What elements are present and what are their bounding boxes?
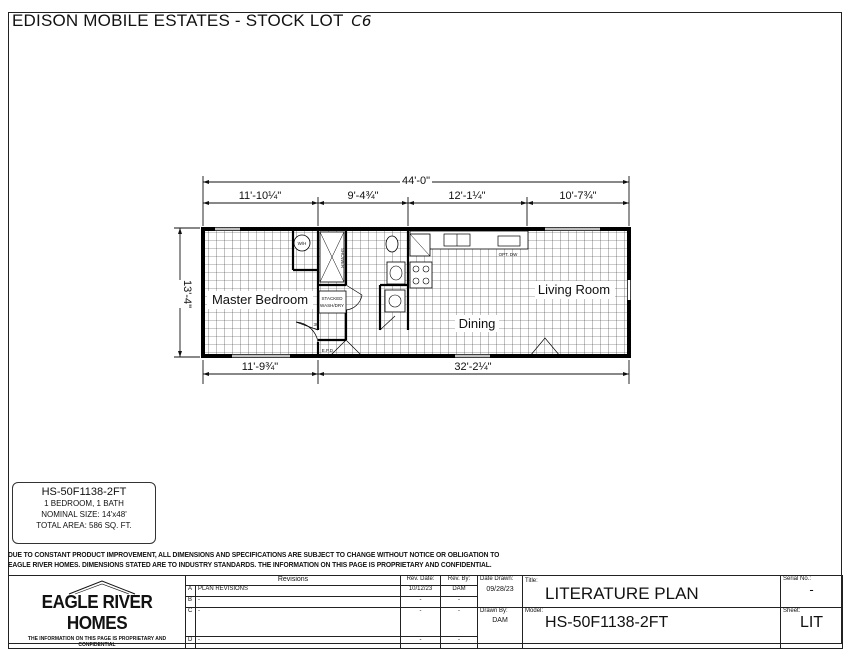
disclaimer-line-1: DUE TO CONSTANT PRODUCT IMPROVEMENT, ALL DIMENSIONS AND SPECIFICATIONS ARE SUBJECT TO CHANGE WITHOUT NOTICE OR OBLIGATION TO: [8, 550, 500, 559]
plan-info-box: [12, 482, 156, 544]
date-drawn-label: Date Drawn:: [480, 576, 514, 582]
rev-by-b: -: [441, 597, 478, 608]
rev-date-a: 10/12/23: [401, 586, 441, 597]
company-logo: [9, 576, 186, 649]
stacked-label: STACKED: [321, 296, 343, 301]
dining-label: Dining: [458, 316, 496, 331]
info-nominal-size: NOMINAL SIZE: 14'x48': [41, 510, 127, 519]
title-label: Title:: [525, 578, 538, 584]
rev-letter-c: C: [186, 608, 196, 637]
water-heater-label: W/H: [297, 241, 307, 246]
rev-by-a: DAM: [441, 586, 478, 597]
drawn-by-cell: [478, 608, 523, 649]
furnace-icon: [385, 290, 405, 312]
washdry-label: WASH/DRY: [319, 303, 345, 308]
overall-width-dim: 44'-0": [401, 175, 431, 187]
sheet-value: LIT: [799, 614, 824, 631]
info-total-area: TOTAL AREA: 586 SQ. FT.: [36, 521, 132, 530]
living-room-label: Living Room: [537, 282, 611, 297]
rev-by-d: -: [441, 636, 478, 649]
disclaimer-line-2: EAGLE RIVER HOMES. DIMENSIONS STATED ARE TO INDUSTRY STANDARDS. THE INFORMATION ON THIS PAGE IS PROPRIETARY AND CONFIDENTIAL.: [8, 560, 492, 569]
rev-date-header: Rev. Date:: [401, 576, 441, 586]
logo-tagline: THE INFORMATION ON THIS PAGE IS PROPRIETARY AND CONFIDENTIAL: [27, 636, 167, 648]
rev-text-a: PLAN REVISIONS: [196, 586, 401, 597]
rev-text-b: -: [196, 597, 401, 608]
serial-label: Serial No.:: [783, 576, 812, 582]
top-dim-1: 11'-10¼": [238, 190, 282, 202]
top-dim-3: 12'-1¼": [448, 190, 486, 202]
model-cell: [523, 608, 781, 649]
dishwasher-label: OPT. DW: [498, 252, 518, 257]
shower-label: SHOWER: [340, 247, 345, 269]
disclaimer: [8, 550, 523, 570]
handwritten-lot-number: C6: [351, 12, 372, 30]
rev-letter-b: B: [186, 597, 196, 608]
bottom-dim-2: 32'-2¼": [454, 361, 492, 373]
range-icon: [410, 262, 432, 288]
rev-by-c: -: [441, 608, 478, 637]
drawing-title-text: EDISON MOBILE ESTATES - STOCK LOT: [12, 11, 344, 30]
rev-text-c: -: [196, 608, 401, 637]
epd-label: E.P.D.: [321, 348, 335, 353]
toilet-icon: [386, 236, 398, 252]
sheet-cell: [781, 608, 843, 649]
rev-letter-d: D: [186, 636, 196, 649]
rev-date-b: -: [401, 597, 441, 608]
date-drawn-cell: [478, 576, 523, 608]
serial-value: -: [809, 582, 814, 597]
bottom-dim-1: 11'-9¾": [241, 361, 279, 373]
model-label: Model:: [525, 608, 544, 614]
info-bedrooms: 1 BEDROOM, 1 BATH: [44, 499, 124, 508]
drawn-by-value: DAM: [492, 617, 508, 624]
dishwasher-icon: [498, 236, 520, 246]
drawn-by-label: Drawn By:: [480, 608, 508, 614]
rev-date-d: -: [401, 636, 441, 649]
serial-cell: [781, 576, 843, 608]
rev-by-header: Rev. By:: [441, 576, 478, 586]
info-model: HS-50F1138-2FT: [41, 486, 127, 498]
top-dim-2: 9'-4¾": [347, 190, 379, 202]
rev-date-c: -: [401, 608, 441, 637]
title-cell: [523, 576, 781, 608]
title-block: [8, 575, 843, 649]
rev-text-d: -: [196, 636, 401, 649]
top-dim-4: 10'-7¾": [559, 190, 597, 202]
master-bedroom-label: Master Bedroom: [211, 292, 309, 307]
model-value: HS-50F1138-2FT: [545, 614, 669, 631]
revisions-header: Revisions: [186, 576, 401, 586]
closet-label: 30: [313, 322, 319, 327]
title-value: LITERATURE PLAN: [545, 584, 699, 603]
sheet-label: Sheet:: [783, 608, 801, 614]
date-drawn-value: 09/28/23: [486, 586, 514, 593]
rev-letter-a: A: [186, 586, 196, 597]
side-dim: 13'-4": [181, 279, 193, 309]
washer-dryer-icon: [319, 291, 346, 313]
logo-text: EAGLE RIVER HOMES: [41, 592, 153, 633]
